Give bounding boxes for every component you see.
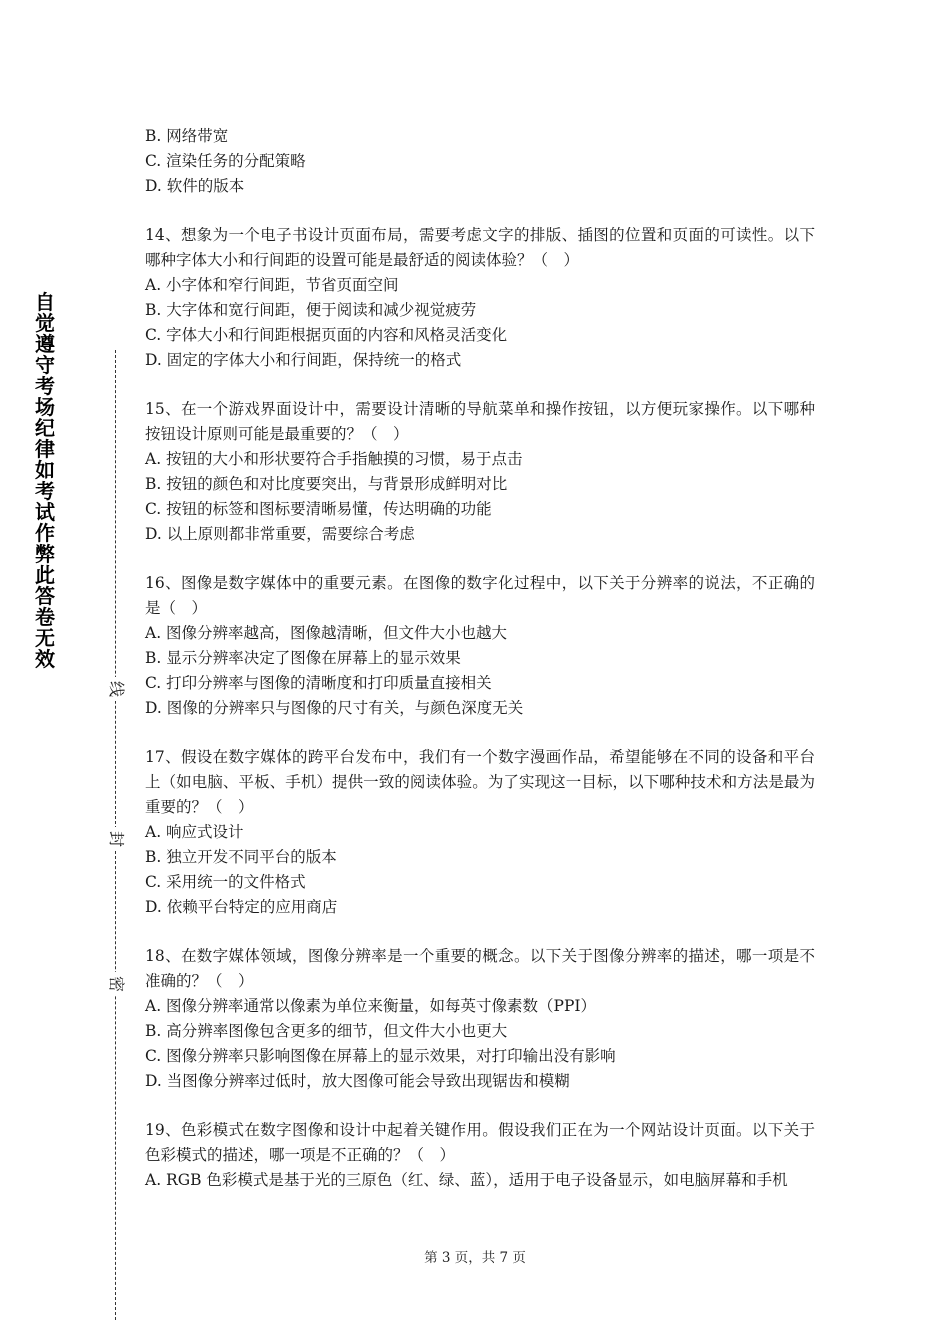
option-b: B. 高分辨率图像包含更多的细节，但文件大小也更大 bbox=[145, 1022, 508, 1040]
binding-mark-secret: 密 bbox=[107, 972, 125, 996]
option-a: A. 图像分辨率越高，图像越清晰，但文件大小也越大 bbox=[145, 624, 508, 642]
option-d: D. 软件的版本 bbox=[145, 177, 245, 195]
question-stem: 14、想象为一个电子书设计页面布局，需要考虑文字的排版、插图的位置和页面的可读性。以下哪种字体大小和行间距的设置可能是最舒适的阅读体验？（ ） bbox=[145, 226, 815, 269]
option-c: C. 字体大小和行间距根据页面的内容和风格灵活变化 bbox=[145, 326, 508, 344]
binding-mark-line: 线 bbox=[107, 677, 125, 701]
option-b: B. 独立开发不同平台的版本 bbox=[145, 848, 337, 866]
option-a: A. RGB 色彩模式是基于光的三原色（红、绿、蓝），适用于电子设备显示，如电脑屏幕和手机 bbox=[145, 1171, 788, 1189]
option-a: A. 响应式设计 bbox=[145, 823, 244, 841]
option-a: A. 图像分辨率通常以像素为单位来衡量，如每英寸像素数（PPI） bbox=[145, 997, 597, 1015]
question-15 bbox=[145, 397, 815, 547]
option-d: D. 依赖平台特定的应用商店 bbox=[145, 898, 338, 916]
question-stem: 16、图像是数字媒体中的重要元素。在图像的数字化过程中，以下关于分辨率的说法，不正确的是（ ） bbox=[145, 574, 815, 617]
question-17 bbox=[145, 745, 815, 920]
exam-discipline-notice: 自觉遵守考场纪律如考试作弊此答卷无效 bbox=[35, 290, 55, 671]
option-d: D. 固定的字体大小和行间距，保持统一的格式 bbox=[145, 351, 462, 369]
previous-question-options bbox=[145, 124, 815, 199]
question-stem: 19、色彩模式在数字图像和设计中起着关键作用。假设我们正在为一个网站设计页面。以下关于色彩模式的描述，哪一项是不正确的？（ ） bbox=[145, 1121, 815, 1164]
option-c: C. 图像分辨率只影响图像在屏幕上的显示效果，对打印输出没有影响 bbox=[145, 1047, 616, 1065]
question-stem: 18、在数字媒体领域，图像分辨率是一个重要的概念。以下关于图像分辨率的描述，哪一项是不准确的？（ ） bbox=[145, 947, 815, 990]
option-b: B. 显示分辨率决定了图像在屏幕上的显示效果 bbox=[145, 649, 461, 667]
question-14 bbox=[145, 223, 815, 373]
question-19 bbox=[145, 1118, 815, 1193]
option-b: B. 按钮的颜色和对比度要突出，与背景形成鲜明对比 bbox=[145, 475, 508, 493]
option-a: A. 小字体和窄行间距，节省页面空间 bbox=[145, 276, 399, 294]
option-d: D. 图像的分辨率只与图像的尺寸有关，与颜色深度无关 bbox=[145, 699, 524, 717]
option-b: B. 网络带宽 bbox=[145, 127, 229, 145]
option-c: C. 采用统一的文件格式 bbox=[145, 873, 306, 891]
question-18 bbox=[145, 944, 815, 1094]
option-c: C. 渲染任务的分配策略 bbox=[145, 152, 306, 170]
option-b: B. 大字体和宽行间距，便于阅读和减少视觉疲劳 bbox=[145, 301, 477, 319]
question-stem: 17、假设在数字媒体的跨平台发布中，我们有一个数字漫画作品，希望能够在不同的设备和平台上（如电脑、平板、手机）提供一致的阅读体验。为了实现这一目标，以下哪种技术和方法是最为重要的？（ ） bbox=[145, 748, 815, 816]
option-a: A. 按钮的大小和形状要符合手指触摸的习惯，易于点击 bbox=[145, 450, 523, 468]
question-16 bbox=[145, 571, 815, 721]
question-content bbox=[145, 124, 815, 1193]
question-stem: 15、在一个游戏界面设计中，需要设计清晰的导航菜单和操作按钮，以方便玩家操作。以下哪种按钮设计原则可能是最重要的？（ ） bbox=[145, 400, 815, 443]
option-d: D. 以上原则都非常重要，需要综合考虑 bbox=[145, 525, 415, 543]
option-c: C. 打印分辨率与图像的清晰度和打印质量直接相关 bbox=[145, 674, 492, 692]
option-c: C. 按钮的标签和图标要清晰易懂，传达明确的功能 bbox=[145, 500, 492, 518]
binding-mark-seal: 封 bbox=[107, 827, 125, 851]
option-d: D. 当图像分辨率过低时，放大图像可能会导致出现锯齿和模糊 bbox=[145, 1072, 570, 1090]
page-number-footer: 第 3 页，共 7 页 bbox=[424, 1250, 526, 1266]
